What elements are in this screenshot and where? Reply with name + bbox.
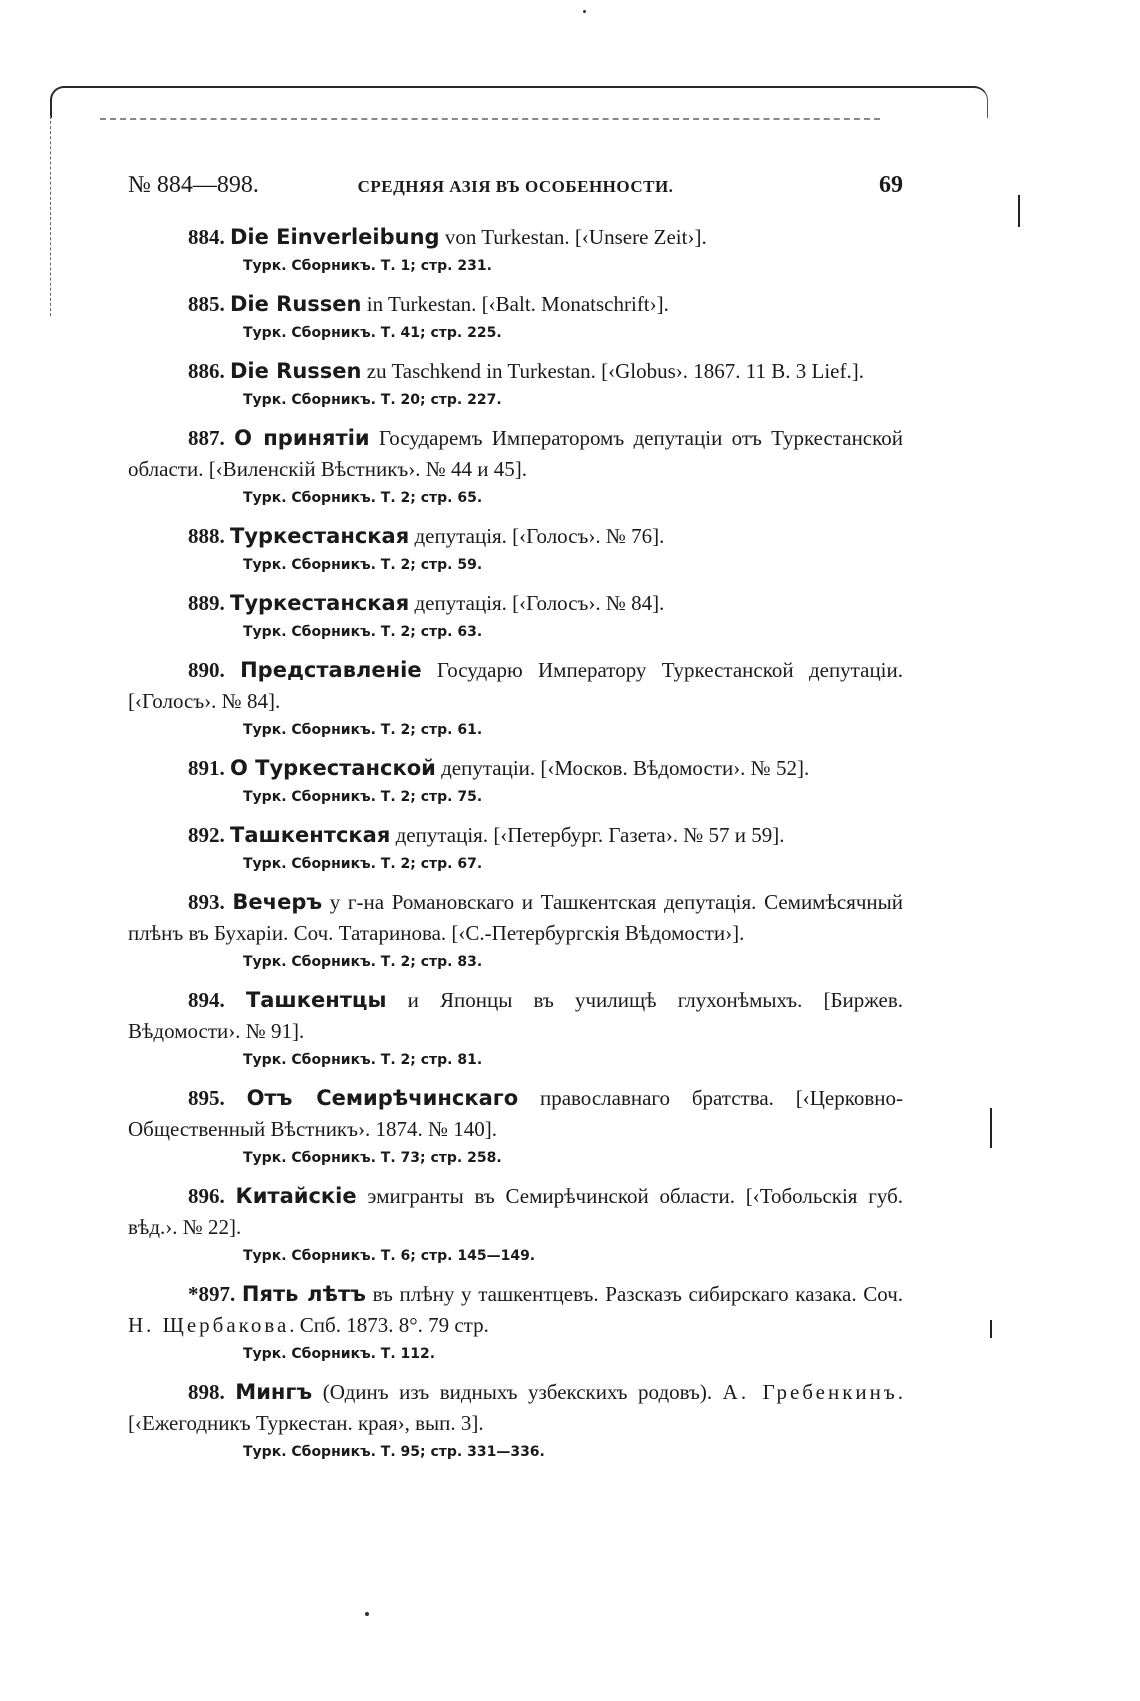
- entry-headword: Туркестанская: [230, 524, 410, 548]
- entry-headword: Ташкентцы: [245, 988, 387, 1012]
- bibliography-entry: [128, 222, 903, 279]
- entry-source-ref: Турк. Сборникъ. Т. 2; стр. 67.: [243, 856, 483, 872]
- entry-text: православнаго братства. [‹Церковно-Общественный Вѣстникъ›. 1874. № 140].: [128, 1086, 903, 1141]
- entry-text: депутація. [‹Голосъ›. № 76].: [409, 524, 665, 548]
- entry-source-ref: Турк. Сборникъ. Т. 2; стр. 65.: [243, 490, 483, 506]
- bibliography-entry: [128, 289, 903, 346]
- bibliography-entry: [128, 423, 903, 511]
- frame-dash-row: [100, 118, 880, 120]
- entry-text: . Спб. 1873. 8°. 79 стр.: [289, 1313, 489, 1337]
- entry-source-ref: Турк. Сборникъ. Т. 6; стр. 145—149.: [243, 1248, 536, 1264]
- entry-headword: Мингъ: [235, 1380, 313, 1404]
- entry-number: 898.: [188, 1380, 225, 1404]
- entry-headword: Die Einverleibung: [230, 225, 440, 249]
- entry-text: эмигранты въ Семирѣчинской области. [‹Тобольскія губ. вѣд.›. № 22].: [128, 1184, 904, 1239]
- entry-text: (Одинъ изъ видныхъ узбекскихъ родовъ).: [312, 1380, 723, 1404]
- entry-number: 888.: [188, 524, 225, 548]
- entry-source-ref: Турк. Сборникъ. Т. 2; стр. 59.: [243, 557, 483, 573]
- bibliography-entry: [128, 985, 903, 1073]
- entry-number: 889.: [188, 591, 225, 615]
- entry-source-ref: Турк. Сборникъ. Т. 20; стр. 227.: [243, 392, 502, 408]
- page-frame-top: [50, 86, 988, 118]
- bibliography-entries: [128, 222, 903, 1475]
- entry-author: Н. Щербакова: [128, 1313, 290, 1337]
- entry-number: 892.: [188, 823, 225, 847]
- page-number: 69: [879, 172, 903, 198]
- entry-source-ref: Турк. Сборникъ. Т. 2; стр. 81.: [243, 1052, 483, 1068]
- entry-text: въ плѣну у ташкентцевъ. Разсказъ сибирскаго казака. Соч.: [365, 1282, 904, 1306]
- entry-text: in Turkestan. [‹Balt. Monatschrift›].: [361, 292, 669, 316]
- entry-source-ref: Турк. Сборникъ. Т. 95; стр. 331—336.: [243, 1444, 545, 1460]
- entry-source-ref: Турк. Сборникъ. Т. 112.: [243, 1346, 436, 1362]
- bibliography-entry: [128, 1181, 903, 1269]
- section-title: СРЕДНЯЯ АЗІЯ ВЪ ОСОБЕННОСТИ.: [357, 177, 674, 196]
- entry-text: zu Taschkend in Turkestan. [‹Globus›. 1867. 11 B. 3 Lief.].: [361, 359, 864, 383]
- bibliography-entry: [128, 1083, 903, 1171]
- entry-headword: Вечеръ: [232, 890, 323, 914]
- entry-number: 887.: [188, 426, 225, 450]
- bibliography-entry: [128, 655, 903, 743]
- entry-number: 896.: [188, 1184, 225, 1208]
- entry-text: у г-на Романовскаго и Ташкентская депутація. Семимѣсячный плѣнъ въ Бухаріи. Соч. Татаринова. [‹С.-Петербургскія Вѣдомости›].: [128, 890, 904, 945]
- bibliography-entry: [128, 588, 903, 645]
- scan-mark: [990, 1108, 992, 1148]
- entry-number: 890.: [188, 658, 225, 682]
- entry-number: 884.: [188, 225, 225, 249]
- entry-number: 885.: [188, 292, 225, 316]
- entry-number: 894.: [188, 988, 225, 1012]
- entry-headword: Die Russen: [230, 359, 362, 383]
- bibliography-entry: [128, 356, 903, 413]
- scan-speck: [583, 10, 586, 13]
- entry-source-ref: Турк. Сборникъ. Т. 2; стр. 63.: [243, 624, 483, 640]
- entry-text: и Японцы въ училищѣ глухонѣмыхъ. [Биржев. Вѣдомости›. № 91].: [128, 988, 904, 1043]
- entry-source-ref: Турк. Сборникъ. Т. 41; стр. 225.: [243, 325, 502, 341]
- entry-headword: Представленіе: [240, 658, 422, 682]
- running-header: [128, 172, 903, 204]
- scan-mark: [990, 1320, 992, 1338]
- entry-source-ref: Турк. Сборникъ. Т. 2; стр. 83.: [243, 954, 483, 970]
- scan-mark: [1018, 195, 1020, 227]
- entry-headword: О принятіи: [234, 426, 370, 450]
- entry-text: . [‹Ежегодникъ Туркестан. края›, вып. 3].: [128, 1380, 904, 1435]
- page-frame-left: [50, 116, 51, 316]
- entry-range: № 884—898.: [128, 172, 259, 198]
- entry-number: 893.: [188, 890, 225, 914]
- scan-speck: [365, 1612, 369, 1616]
- entry-headword: Die Russen: [230, 292, 362, 316]
- bibliography-entry: [128, 753, 903, 810]
- entry-text: депутація. [‹Петербург. Газета›. № 57 и 59].: [390, 823, 785, 847]
- entry-text: депутація. [‹Голосъ›. № 84].: [409, 591, 665, 615]
- entry-headword: Ташкентская: [230, 823, 391, 847]
- bibliography-entry: [128, 1377, 903, 1465]
- entry-headword: Отъ Семирѣчинскаго: [246, 1086, 519, 1110]
- bibliography-entry: [128, 820, 903, 877]
- bibliography-entry: [128, 1279, 903, 1367]
- entry-source-ref: Турк. Сборникъ. Т. 73; стр. 258.: [243, 1150, 502, 1166]
- entry-number: 886.: [188, 359, 225, 383]
- entry-headword: О Туркестанской: [230, 756, 436, 780]
- entry-text: Государю Императору Туркестанской депутаціи. [‹Голосъ›. № 84].: [128, 658, 903, 713]
- entry-text: Государемъ Императоромъ депутаціи отъ Туркестанской области. [‹Виленскій Вѣстникъ›. № 44 и 45].: [128, 426, 904, 481]
- entry-text: von Turkestan. [‹Unsere Zeit›].: [439, 225, 707, 249]
- bibliography-entry: [128, 521, 903, 578]
- entry-text: депутаціи. [‹Москов. Вѣдомости›. № 52].: [435, 756, 810, 780]
- entry-headword: Туркестанская: [230, 591, 410, 615]
- entry-headword: Пять лѣтъ: [241, 1282, 366, 1306]
- entry-author: А. Гребенкинъ: [722, 1380, 898, 1404]
- entry-source-ref: Турк. Сборникъ. Т. 2; стр. 75.: [243, 789, 483, 805]
- entry-number: 891.: [188, 756, 225, 780]
- entry-number: 895.: [188, 1086, 225, 1110]
- bibliography-entry: [128, 887, 903, 975]
- entry-headword: Китайскіе: [235, 1184, 357, 1208]
- entry-source-ref: Турк. Сборникъ. Т. 1; стр. 231.: [243, 258, 492, 274]
- entry-source-ref: Турк. Сборникъ. Т. 2; стр. 61.: [243, 722, 483, 738]
- entry-number: *897.: [188, 1282, 236, 1306]
